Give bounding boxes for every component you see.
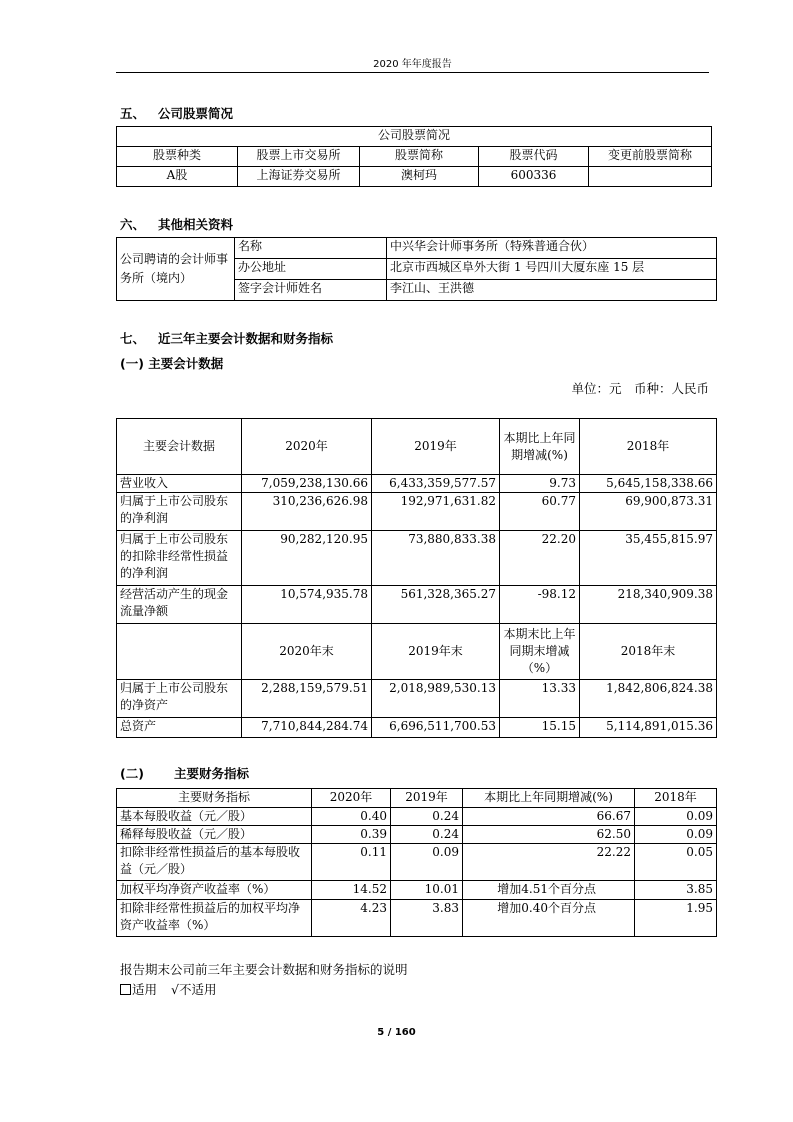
acct-row-label: 归属于上市公司股东的净利润: [117, 493, 242, 531]
acct-header-cell: 2018年末: [580, 624, 717, 680]
fin-value-2020: 0.39: [312, 826, 391, 844]
acct-value-2020: 10,574,935.78: [242, 586, 372, 624]
acct-value-2019: 6,433,359,577.57: [372, 475, 500, 493]
section-7-heading: 近三年主要会计数据和财务指标: [158, 331, 334, 346]
acct-value-2019: 561,328,365.27: [372, 586, 500, 624]
stock-cell: 600336: [479, 167, 589, 187]
fin-row-label: 稀释每股收益（元／股）: [117, 826, 312, 844]
table-row: [117, 900, 717, 937]
fin-row-label: 基本每股收益（元／股）: [117, 808, 312, 826]
acct-row-label: 营业收入: [117, 475, 242, 493]
fin-change: 增加0.40个百分点: [463, 900, 635, 937]
stock-col-header: 变更前股票简称: [589, 147, 712, 167]
section-5-number: 五、: [120, 106, 146, 121]
fin-row-label: 扣除非经常性损益后的加权平均净资产收益率（%）: [117, 900, 312, 937]
acct-change: 60.77: [500, 493, 580, 531]
auditor-field-value: 北京市西城区阜外大街 1 号四川大厦东座 15 层: [387, 259, 717, 280]
acct-change: -98.12: [500, 586, 580, 624]
unit-currency-line: 单位：元 币种：人民币: [571, 381, 709, 396]
fin-header-cell: 主要财务指标: [117, 789, 312, 808]
acct-value-2018: 35,455,815.97: [580, 531, 717, 586]
table-row: [117, 844, 717, 881]
section-6-title: [120, 215, 233, 233]
subsection-2-title: [120, 764, 249, 782]
acct-change: 22.20: [500, 531, 580, 586]
table-row: [117, 531, 717, 586]
fin-value-2018: 0.05: [635, 844, 717, 881]
acct-row-label: 归属于上市公司股东的净资产: [117, 680, 242, 718]
acct-value-2018: 218,340,909.38: [580, 586, 717, 624]
subsection-2-heading: 主要财务指标: [174, 766, 250, 781]
table-row: [117, 881, 717, 900]
auditor-field-label: 办公地址: [235, 259, 387, 280]
table-row: [117, 586, 717, 624]
fin-value-2018: 3.85: [635, 881, 717, 900]
acct-value-2019: 192,971,631.82: [372, 493, 500, 531]
subsection-2-number: (二): [120, 766, 144, 781]
acct-header-cell: 2019年末: [372, 624, 500, 680]
fin-value-2020: 4.23: [312, 900, 391, 937]
stock-col-header: 股票种类: [117, 147, 238, 167]
applicable-checkbox-icon: [120, 984, 131, 995]
table-row: [117, 680, 717, 718]
auditor-field-value: 中兴华会计师事务所（特殊普通合伙）: [387, 238, 717, 259]
acct-value-2018: 1,842,806,824.38: [580, 680, 717, 718]
stock-table-caption: 公司股票简况: [117, 127, 712, 147]
acct-row-label: 经营活动产生的现金流量净额: [117, 586, 242, 624]
fin-value-2019: 0.24: [391, 826, 463, 844]
stock-cell: A股: [117, 167, 238, 187]
acct-value-2018: 5,645,158,338.66: [580, 475, 717, 493]
table-row: [117, 718, 717, 738]
stock-col-header: 股票简称: [360, 147, 479, 167]
acct-row-label: 总资产: [117, 718, 242, 738]
stock-cell: [589, 167, 712, 187]
table-row: [117, 493, 717, 531]
subsection-1-title: (一) 主要会计数据: [120, 356, 224, 371]
auditor-field-value: 李江山、王洪德: [387, 280, 717, 301]
fin-value-2019: 3.83: [391, 900, 463, 937]
fin-value-2018: 0.09: [635, 808, 717, 826]
stock-cell: 澳柯玛: [360, 167, 479, 187]
fin-change: 增加4.51个百分点: [463, 881, 635, 900]
fin-value-2020: 14.52: [312, 881, 391, 900]
acct-header-cell: 本期比上年同期增减(%): [500, 419, 580, 475]
table-row: [117, 475, 717, 493]
section-5-heading: 公司股票简况: [158, 106, 234, 121]
acct-value-2019: 73,880,833.38: [372, 531, 500, 586]
fin-value-2018: 1.95: [635, 900, 717, 937]
acct-row-label: 归属于上市公司股东的扣除非经常性损益的净利润: [117, 531, 242, 586]
acct-header-cell: 2020年末: [242, 624, 372, 680]
section-7-title: [120, 329, 333, 347]
acct-value-2020: 90,282,120.95: [242, 531, 372, 586]
acct-value-2019: 6,696,511,700.53: [372, 718, 500, 738]
acct-value-2020: 2,288,159,579.51: [242, 680, 372, 718]
fin-row-label: 扣除非经常性损益后的基本每股收益（元／股）: [117, 844, 312, 881]
fin-header-cell: 2019年: [391, 789, 463, 808]
acct-value-2020: 310,236,626.98: [242, 493, 372, 531]
fin-value-2019: 0.09: [391, 844, 463, 881]
acct-change: 13.33: [500, 680, 580, 718]
note-title: 报告期末公司前三年主要会计数据和财务指标的说明: [120, 962, 408, 977]
table-row: [117, 808, 717, 826]
fin-change: 62.50: [463, 826, 635, 844]
acct-header-cell: [117, 624, 242, 680]
fin-value-2019: 10.01: [391, 881, 463, 900]
auditor-group-label: 公司聘请的会计师事务所（境内）: [117, 238, 235, 301]
stock-col-header: 股票代码: [479, 147, 589, 167]
fin-header-cell: 本期比上年同期增减(%): [463, 789, 635, 808]
auditor-field-label: 名称: [235, 238, 387, 259]
fin-change: 66.67: [463, 808, 635, 826]
section-7-number: 七、: [120, 331, 146, 346]
page-header: 2020 年年度报告: [373, 59, 452, 70]
table-row: [117, 826, 717, 844]
stock-table: [116, 126, 712, 187]
applicable-label: 适用: [132, 982, 158, 997]
acct-value-2019: 2,018,989,530.13: [372, 680, 500, 718]
acct-header-cell: 本期末比上年同期末增减（%）: [500, 624, 580, 680]
page-number: 5 / 160: [377, 1027, 416, 1038]
acct-header-cell: 2019年: [372, 419, 500, 475]
acct-header-cell: 2020年: [242, 419, 372, 475]
fin-value-2019: 0.24: [391, 808, 463, 826]
financial-indicators-table: [116, 788, 717, 937]
section-5-title: [120, 104, 233, 122]
accounting-data-table: [116, 418, 717, 738]
acct-value-2020: 7,710,844,284.74: [242, 718, 372, 738]
fin-value-2020: 0.11: [312, 844, 391, 881]
not-applicable-label: √不适用: [170, 982, 217, 997]
stock-col-header: 股票上市交易所: [238, 147, 360, 167]
acct-value-2020: 7,059,238,130.66: [242, 475, 372, 493]
acct-change: 15.15: [500, 718, 580, 738]
section-6-heading: 其他相关资料: [158, 217, 234, 232]
fin-header-cell: 2020年: [312, 789, 391, 808]
acct-value-2018: 69,900,873.31: [580, 493, 717, 531]
acct-header-cell: 2018年: [580, 419, 717, 475]
acct-header-cell: 主要会计数据: [117, 419, 242, 475]
applicability-options: [120, 980, 216, 998]
acct-value-2018: 5,114,891,015.36: [580, 718, 717, 738]
fin-header-cell: 2018年: [635, 789, 717, 808]
section-6-number: 六、: [120, 217, 146, 232]
auditor-field-label: 签字会计师姓名: [235, 280, 387, 301]
acct-change: 9.73: [500, 475, 580, 493]
fin-change: 22.22: [463, 844, 635, 881]
stock-cell: 上海证券交易所: [238, 167, 360, 187]
header-rule: [116, 72, 709, 73]
fin-row-label: 加权平均净资产收益率（%）: [117, 881, 312, 900]
auditor-table: [116, 237, 717, 301]
fin-value-2018: 0.09: [635, 826, 717, 844]
fin-value-2020: 0.40: [312, 808, 391, 826]
